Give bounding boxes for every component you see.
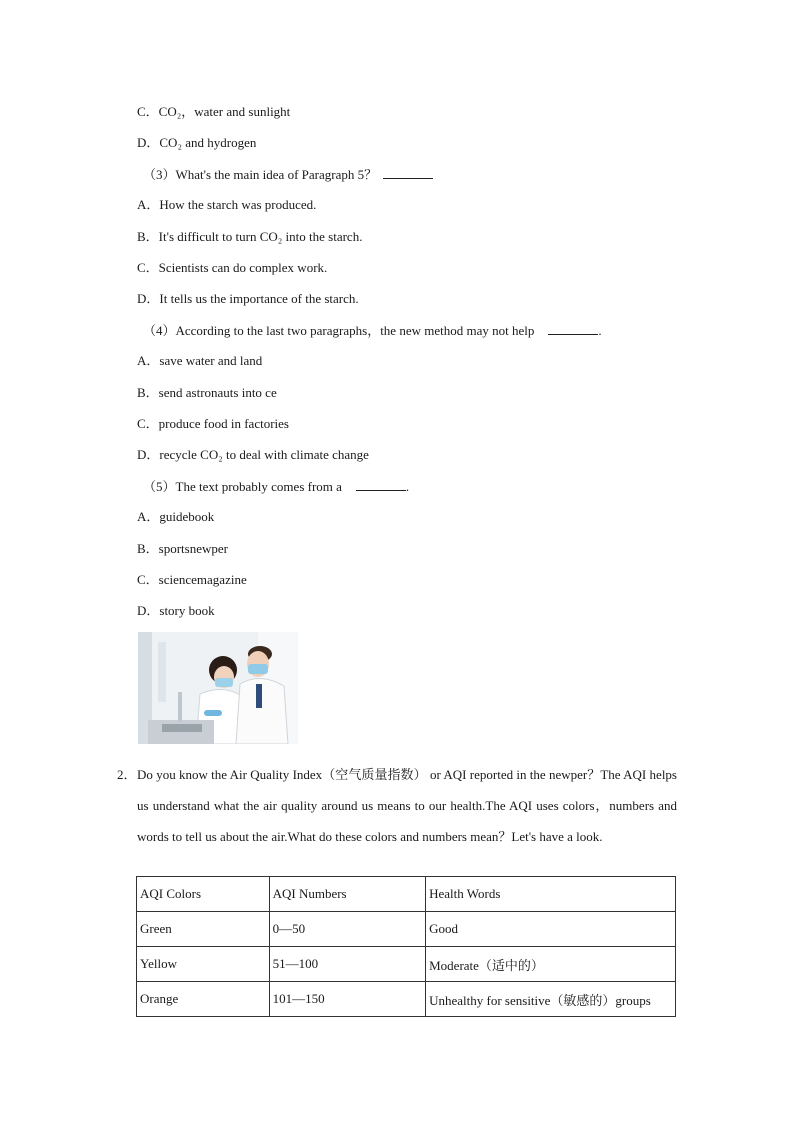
question-2-number: 2．: [117, 767, 137, 782]
table-cell: 0—50: [269, 912, 426, 947]
answer-blank-4[interactable]: [548, 322, 598, 335]
table-cell: 51—100: [269, 947, 426, 982]
table-cell: Green: [137, 912, 270, 947]
table-cell: Unhealthy for sensitive（敏感的）groups: [426, 982, 676, 1017]
table-cell: 101—150: [269, 982, 426, 1017]
option-5c: C．sciencemagazine: [137, 572, 247, 587]
table-row: [137, 982, 676, 1017]
question-3-stem: [143, 166, 433, 183]
lab-scientists-photo: [138, 632, 298, 744]
header-aqi-colors: AQI Colors: [137, 877, 270, 912]
option-5a: A．guidebook: [137, 509, 215, 524]
table-row: [137, 947, 676, 982]
option-3b: B．It's difficult to turn CO₂ into the starch.: [137, 229, 363, 244]
header-health-words: Health Words: [426, 877, 676, 912]
option-2c: C．CO₂，water and sunlight: [137, 104, 291, 119]
question-4-stem: （4）According to the last two paragraphs，the new method may not help .: [143, 323, 602, 338]
option-3c: C．Scientists can do complex work.: [137, 260, 328, 275]
question-2-text: Do you know the Air Quality Index（空气质量指数） or AQI reported in the newper？The AQI helps us understand what the air quality around us means to our health.The AQI uses colors，numbers and words to tell us about the air.What do these colors and numbers mean？Let's have a look.: [137, 767, 677, 844]
table-cell: Moderate（适中的）: [426, 947, 676, 982]
option-2d: D．CO₂ and hydrogen: [137, 135, 257, 150]
option-3d: D．It tells us the importance of the starch.: [137, 291, 359, 306]
table-cell: Orange: [137, 982, 270, 1017]
option-3a: A．How the starch was produced.: [137, 197, 317, 212]
table-cell: Yellow: [137, 947, 270, 982]
answer-blank-5[interactable]: [356, 478, 406, 491]
option-5b: B．sportsnewper: [137, 541, 228, 556]
header-aqi-numbers: AQI Numbers: [269, 877, 426, 912]
table-header-row: [137, 877, 676, 912]
table-row: [137, 912, 676, 947]
option-4c: C．produce food in factories: [137, 416, 289, 431]
question-3-text: （3）What's the main idea of Paragraph 5？: [143, 167, 378, 182]
aqi-table: [136, 876, 676, 1017]
question-5-text: （5）The text probably comes from a: [143, 479, 342, 494]
option-4b: B．send astronauts into ce: [137, 385, 277, 400]
option-4a: A．save water and land: [137, 353, 263, 368]
option-5d: D．story book: [137, 603, 215, 618]
answer-blank-3[interactable]: [383, 166, 433, 179]
question-4-text: （4）According to the last two paragraphs，the new method may not help: [143, 323, 535, 338]
table-cell: Good: [426, 912, 676, 947]
question-5-stem: （5）The text probably comes from a .: [143, 479, 410, 494]
option-4d: D．recycle CO₂ to deal with climate change: [137, 447, 369, 462]
